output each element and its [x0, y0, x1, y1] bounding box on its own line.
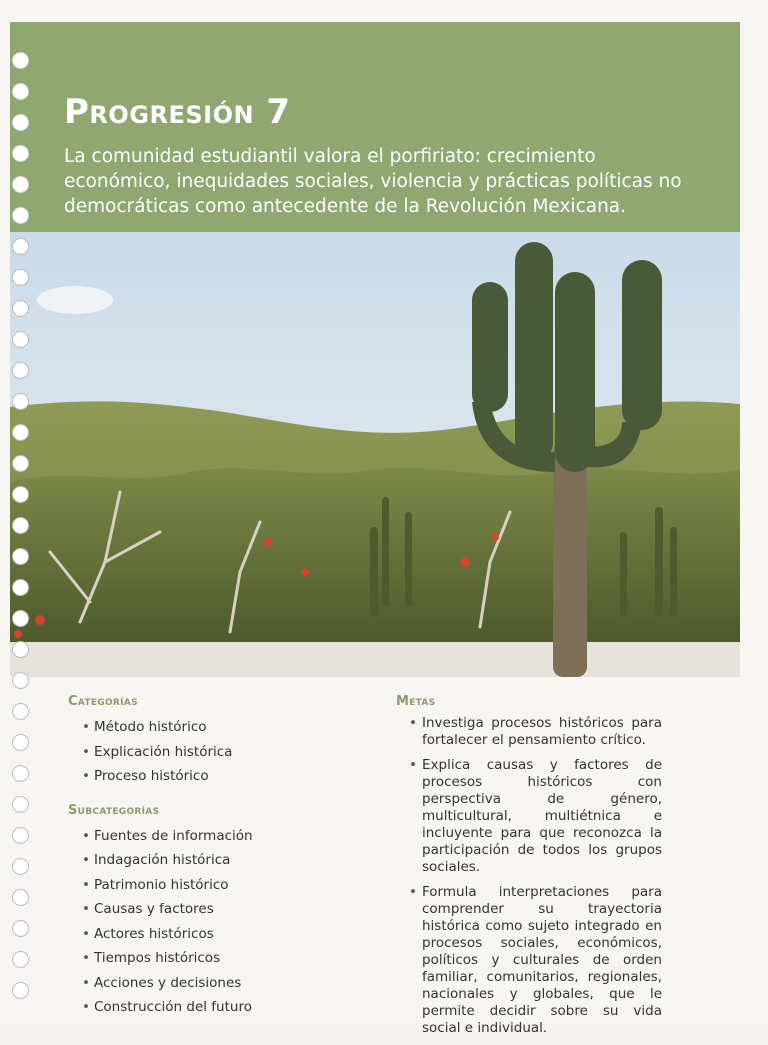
binding-hole: [12, 982, 29, 999]
list-item: • Actores históricos: [68, 922, 358, 947]
page-title: Progresión 7: [64, 92, 291, 132]
binding-hole: [12, 641, 29, 658]
metas-heading: Metas: [396, 694, 436, 709]
subcategorias-heading: Subcategorías: [68, 802, 160, 818]
list-item: • Causas y factores: [68, 897, 358, 922]
cactus-landscape-photo: [10, 232, 740, 677]
categories-column: [68, 694, 358, 1020]
list-item: • Patrimonio histórico: [68, 873, 358, 898]
binding-hole: [12, 238, 29, 255]
list-item: • Tiempos históricos: [68, 946, 358, 971]
binding-hole: [12, 579, 29, 596]
binding-hole: [12, 548, 29, 565]
list-item: • Indagación histórica: [68, 848, 358, 873]
binding-hole: [12, 734, 29, 751]
binding-hole: [12, 362, 29, 379]
binding-hole: [12, 517, 29, 534]
subcategorias-list: [68, 824, 358, 1020]
binding-hole: [12, 889, 29, 906]
progression-header: [10, 22, 740, 232]
binding-hole: [12, 703, 29, 720]
landscape-illustration: [10, 232, 740, 677]
binding-hole: [12, 331, 29, 348]
list-item: • Construcción del futuro: [68, 995, 358, 1020]
list-item: • Formula interpretaciones para comprender su trayectoria histórica como sujeto integrado en procesos sociales, económicos, políticos y culturales de orden familiar, comunitarios, regionales, nacionales y globales, que le permite decidir sobre su vida social e individual.: [396, 884, 662, 1037]
list-item: • Investiga procesos históricos para fortalecer el pensamiento crítico.: [396, 715, 662, 749]
binding-hole: [12, 920, 29, 937]
categorias-list: [68, 715, 358, 789]
list-item: • Proceso histórico: [68, 764, 358, 789]
binding-hole: [12, 951, 29, 968]
binding-hole: [12, 176, 29, 193]
binding-hole: [12, 83, 29, 100]
binding-hole: [12, 300, 29, 317]
list-item: • Método histórico: [68, 715, 358, 740]
binding-hole: [12, 424, 29, 441]
categorias-heading: Categorías: [68, 694, 138, 709]
list-item: • Fuentes de información: [68, 824, 358, 849]
binding-hole: [12, 765, 29, 782]
list-item: • Explica causas y factores de procesos históricos con perspectiva de género, multicultural, multiétnica e incluyente para que reconozca la participación de todos los grupos sociales.: [396, 757, 662, 876]
binding-hole: [12, 52, 29, 69]
metas-list: [396, 715, 662, 1037]
progression-description: La comunidad estudiantil valora el porfiriato: crecimiento económico, inequidades sociales, violencia y prácticas políticas no democráticas como antecedente de la Revolución Mexicana.: [64, 146, 682, 217]
binding-hole: [12, 114, 29, 131]
binding-hole: [12, 672, 29, 689]
binding-hole: [12, 486, 29, 503]
list-item: • Acciones y decisiones: [68, 971, 358, 996]
binding-hole: [12, 145, 29, 162]
binding-hole: [12, 858, 29, 875]
list-item: • Explicación histórica: [68, 740, 358, 765]
binding-hole: [12, 827, 29, 844]
goals-column: [396, 694, 662, 1045]
binding-hole: [12, 393, 29, 410]
binding-hole: [12, 269, 29, 286]
binding-hole: [12, 610, 29, 627]
binding-hole: [12, 796, 29, 813]
binding-hole: [12, 207, 29, 224]
spiral-binding: [12, 52, 32, 1024]
binding-hole: [12, 455, 29, 472]
